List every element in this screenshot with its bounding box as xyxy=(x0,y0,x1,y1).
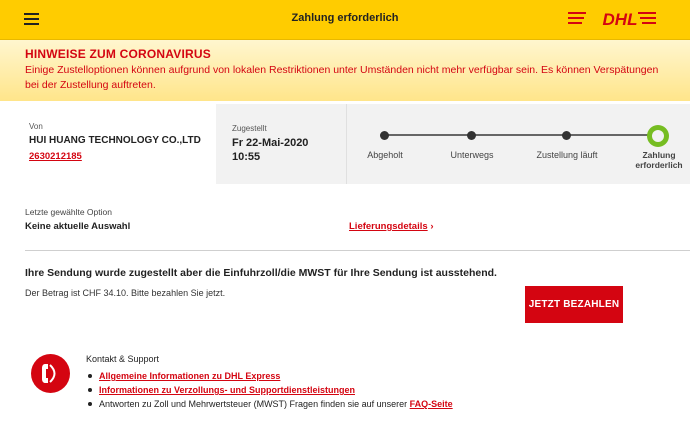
notice-title: HINWEISE ZUM CORONAVIRUS xyxy=(25,47,211,61)
phone-icon xyxy=(31,354,70,393)
tracking-number-link[interactable]: 2630212185 xyxy=(29,151,82,162)
page-title: Zahlung erforderlich xyxy=(291,12,399,24)
support-item xyxy=(86,383,453,397)
payment-headline: Ihre Sendung wurde zugestellt aber die Einfuhrzoll/die MWST für Ihre Sendung ist ausstehend. xyxy=(25,267,497,279)
divider xyxy=(25,250,690,251)
support-list xyxy=(86,369,453,411)
dhl-logo[interactable] xyxy=(568,10,656,30)
customs-info-link[interactable]: Informationen zu Verzollungs- und Supportdienstleistungen xyxy=(99,385,355,395)
sender-box xyxy=(0,104,216,184)
coronavirus-notice xyxy=(0,40,690,101)
support-item xyxy=(86,397,453,411)
from-label: Von xyxy=(29,122,43,131)
general-info-link[interactable]: Allgemeine Informationen zu DHL Express xyxy=(99,371,281,381)
delivered-label: Zugestellt xyxy=(232,124,267,133)
step-dot-unterwegs xyxy=(467,131,476,140)
step-label-current-line2: erforderlich xyxy=(635,160,683,170)
step-label-zustellung: Zustellung läuft xyxy=(536,150,598,160)
delivery-details-label: Lieferungsdetails xyxy=(349,221,428,232)
progress-line xyxy=(384,134,658,136)
delivered-box xyxy=(216,104,346,184)
last-option-label: Letzte gewählte Option xyxy=(25,207,112,217)
step-label-abgeholt: Abgeholt xyxy=(367,150,403,160)
support-title: Kontakt & Support xyxy=(86,354,160,364)
sender-name: HUI HUANG TECHNOLOGY CO.,LTD xyxy=(29,135,201,146)
step-label-current xyxy=(631,150,687,170)
faq-link[interactable]: FAQ-Seite xyxy=(409,399,453,409)
faq-text: Antworten zu Zoll und Mehrwertsteuer (MWST) Fragen finden sie auf unserer xyxy=(99,399,410,409)
step-dot-zustellung xyxy=(562,131,571,140)
delivered-date: Fr 22-Mai-2020 xyxy=(232,137,309,149)
support-item xyxy=(86,369,453,383)
last-option-value: Keine aktuelle Auswahl xyxy=(25,221,131,232)
progress-tracker xyxy=(346,104,690,184)
step-label-current-line1: Zahlung xyxy=(642,150,676,160)
top-bar xyxy=(0,0,690,40)
pay-now-button[interactable]: JETZT BEZAHLEN xyxy=(525,286,623,323)
chevron-right-icon: › xyxy=(430,221,434,232)
last-option-section xyxy=(0,200,690,240)
shipment-summary xyxy=(0,104,690,184)
step-dot-abgeholt xyxy=(380,131,389,140)
payment-amount-text: Der Betrag ist CHF 34.10. Bitte bezahlen Sie jetzt. xyxy=(25,288,226,298)
dhl-logo-text: DHL xyxy=(602,10,638,29)
notice-text: Einige Zustelloptionen können aufgrund von lokalen Restriktionen unter Umständen nicht mehr verfügbar sein. Es können Verspätungen bei der Zustellung auftreten. xyxy=(25,64,659,91)
step-label-unterwegs: Unterwegs xyxy=(450,150,494,160)
delivery-details-link[interactable] xyxy=(349,221,433,232)
step-dot-current xyxy=(647,125,669,147)
delivered-time: 10:55 xyxy=(232,151,261,163)
